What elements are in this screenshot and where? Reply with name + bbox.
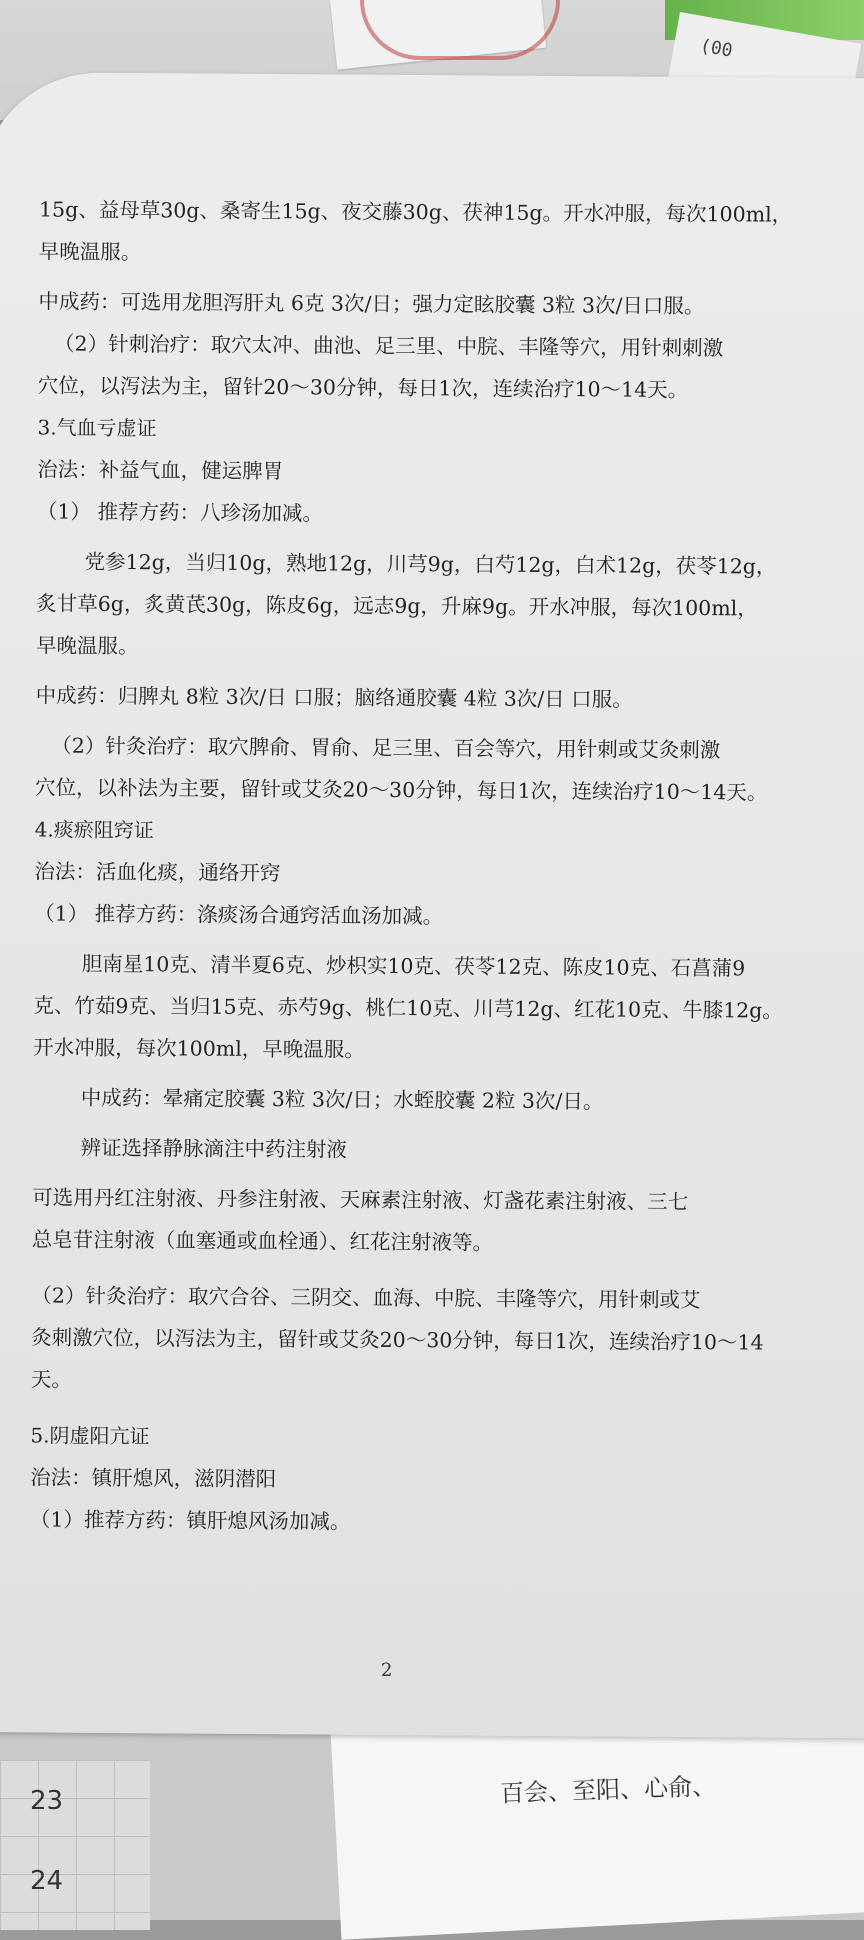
text-line: 总皂苷注射液（血塞通或血栓通）、红花注射液等。 [31,1227,494,1255]
text-line: 早晚温服。 [38,239,142,265]
text-line: 15g、益母草30g、桑寄生15g、夜交藤30g、茯神15g。开水冲服，每次100ml， [38,197,793,227]
calendar-number: 24 [30,1866,64,1896]
document-page [0,72,864,1738]
text-line: （1） 推荐方药：八珍汤加减。 [36,499,324,526]
page-body [30,188,829,1545]
text-line: 穴位，以泻法为主，留针20～30分钟，每日1次，连续治疗10～14天。 [37,373,689,402]
text-line: 治法：补益气血，健运脾胃 [37,457,284,484]
red-stamp-seal [360,0,560,60]
text-line: 治法：镇肝熄风，滋阴潜阳 [30,1465,277,1492]
text-line: （2）针刺治疗：取穴太冲、曲池、足三里、中脘、丰隆等穴，用针刺刺激 [54,331,724,361]
text-line: 辨证选择静脉滴注中药注射液 [80,1135,348,1162]
section-heading: 5.阴虚阳亢证 [30,1423,150,1449]
section-heading: 3.气血亏虚证 [37,415,157,441]
text-line: 灸刺激穴位，以泻法为主，留针或艾灸20～30分钟，每日1次，连续治疗10～14 [31,1325,764,1355]
text-line: 炙甘草6g，炙黄芪30g，陈皮6g，远志9g，升麻9g。开水冲服，每次100ml， [36,591,758,621]
package-number: (00 [698,35,735,62]
text-line: 胆南星10克、清半夏6克、炒枳实10克、茯苓12克、陈皮10克、石菖蒲9 [81,951,746,981]
calendar-number: 23 [30,1786,64,1816]
calendar-sheet [0,1760,150,1930]
section-heading: 4.痰瘀阻窍证 [34,817,154,843]
text-line: 早晚温服。 [35,633,139,659]
text-line: （1） 推荐方药：涤痰汤合通窍活血汤加减。 [34,901,444,929]
text-line: 治法：活血化痰，通络开窍 [34,859,281,886]
page-number: 2 [380,1659,393,1681]
text-line: 克、竹茹9克、当归15克、赤芍9g、桃仁10克、川芎12g、红花10克、牛膝12g。 [33,993,783,1023]
text-line: 中成药：可选用龙胆泻肝丸 6克 3次/日；强力定眩胶囊 3粒 3次/日口服。 [38,289,705,319]
text-line: 中成药：晕痛定胶囊 3粒 3次/日；水蛭胶囊 2粒 3次/日。 [80,1085,604,1114]
text-line: 党参12g，当归10g，熟地12g，川芎9g，白芍12g，白术12g，茯苓12g， [84,549,777,579]
text-line: 穴位，以补法为主要，留针或艾灸20～30分钟，每日1次，连续治疗10～14天。 [34,775,768,805]
text-line: 开水冲服，每次100ml，早晚温服。 [33,1035,365,1062]
text-line: 天。 [30,1367,72,1392]
text-line: （2）针灸治疗：取穴合谷、三阴交、血海、中脘、丰隆等穴，用针刺或艾 [31,1283,701,1313]
text-line: （2）针灸治疗：取穴脾俞、胃俞、足三里、百会等穴，用针刺或艾灸刺激 [51,733,721,763]
text-line: （1）推荐方药：镇肝熄风汤加减。 [29,1507,351,1534]
text-line: 中成药：归脾丸 8粒 3次/日 口服；脑络通胶囊 4粒 3次/日 口服。 [35,683,633,712]
text-line: 可选用丹红注射液、丹参注射液、天麻素注射液、灯盏花素注射液、三七 [32,1185,689,1214]
underlying-document-text: 百会、至阳、心俞、 [499,1772,717,1808]
